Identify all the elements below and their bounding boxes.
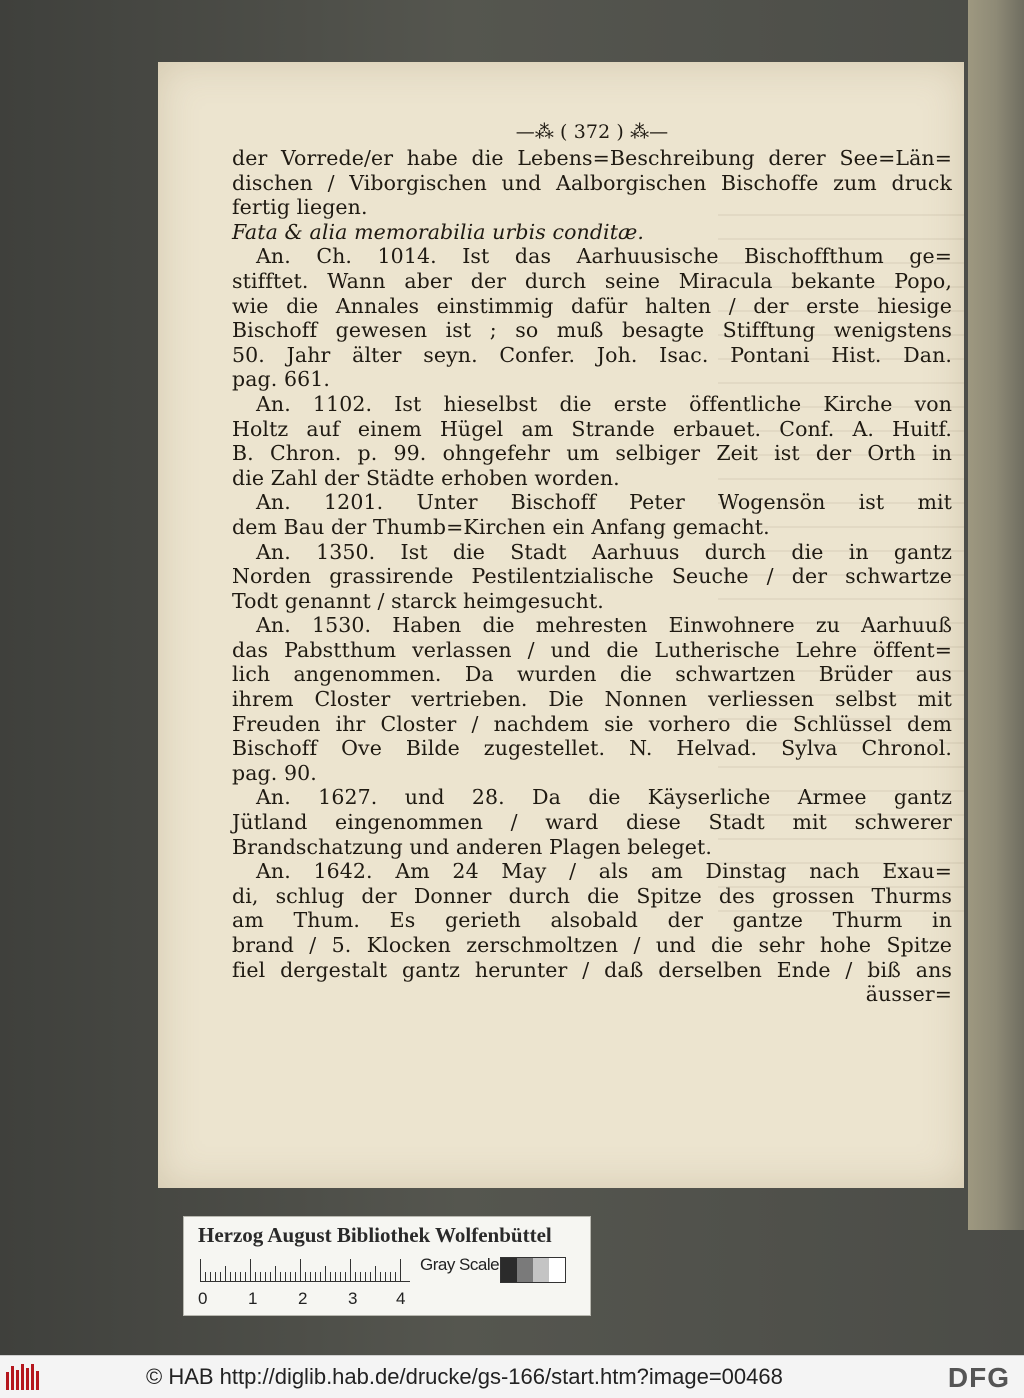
text-line: Norden grassirende Pestilentzialische Seuche / der schwartze (232, 564, 952, 589)
text-line: An. 1530. Haben die mehresten Einwohnere zu Aarhuuß (256, 613, 952, 638)
text-line: fiel dergestalt gantz herunter / daß derselben Ende / biß ans (232, 957, 952, 982)
library-name: Herzog August Bibliothek Wolfenbüttel (198, 1223, 552, 1247)
ruler-number: 4 (396, 1289, 406, 1308)
text-line: der Vorrede/er habe die Lebens=Beschreibung derer See=Län= (232, 146, 952, 170)
ruler-tick (400, 1259, 401, 1281)
text-line: fertig liegen. (232, 195, 368, 220)
gray-swatch (549, 1258, 565, 1282)
text-line: das Pabstthum verlassen / und die Lutherische Lehre öffent= (232, 637, 952, 662)
text-line: An. 1350. Ist die Stadt Aarhuus durch die in gantz (256, 539, 952, 564)
ruler-tick (310, 1272, 311, 1281)
text-line: An. 1201. Unter Bischoff Peter Wogensön ist mit (256, 490, 952, 515)
text-line: Freuden ihr Closter / nachdem sie vorhero die Schlüssel dem (232, 711, 952, 736)
text-line: An. 1642. Am 24 May / als am Dinstag nach Exau= (256, 859, 952, 884)
ruler-tick (260, 1272, 261, 1281)
text-line: ihrem Closter vertrieben. Die Nonnen verliessen selbst mit (232, 687, 952, 712)
text-line: brand / 5. Klocken zerschmoltzen / und die sehr hohe Spitze (232, 933, 952, 957)
ruler-tick (215, 1272, 216, 1281)
ruler-tick (205, 1272, 206, 1281)
ruler-tick (265, 1272, 266, 1281)
gray-scale-label: Gray Scale (420, 1255, 500, 1274)
ruler-tick (230, 1272, 231, 1281)
text-lines (232, 146, 952, 1007)
text-line: äusser= (865, 982, 952, 1007)
ruler-tick (330, 1272, 331, 1281)
ruler-number: 3 (348, 1289, 358, 1308)
ruler-tick (295, 1272, 296, 1281)
ruler-tick (275, 1266, 276, 1281)
ruler-tick (200, 1259, 201, 1281)
gray-swatch (533, 1258, 549, 1282)
ruler-tick (320, 1272, 321, 1281)
text-line: Jütland eingenommen / ward diese Stadt mit schwerer (232, 810, 952, 835)
text-line: Fata & alia memorabilia urbis conditæ. (232, 219, 645, 244)
ruler-tick (240, 1272, 241, 1281)
text-line: Bischoff Ove Bilde zugestellet. N. Helvad. Sylva Chronol. (232, 736, 952, 761)
text-line: di, schlug der Donner durch die Spitze des grossen Thurms (232, 883, 952, 908)
ruler-number: 0 (198, 1289, 208, 1308)
ruler-tick (235, 1272, 236, 1281)
ruler-tick (315, 1272, 316, 1281)
ruler-tick (395, 1272, 396, 1281)
text-line: dischen / Viborgischen und Aalborgischen Bischoffe zum druck (232, 170, 952, 195)
ruler-tick (385, 1272, 386, 1281)
ruler-tick (210, 1272, 211, 1281)
gray-swatch (517, 1258, 533, 1282)
text-line: Holtz auf einem Hügel am Strande erbauet. Conf. A. Huitf. (232, 416, 952, 441)
text-line: Bischoff gewesen ist ; so muß besagte Stifftung wenigstens (232, 318, 952, 343)
text-line: Brandschatzung und anderen Plagen beleget. (232, 834, 712, 859)
copyright-url[interactable]: © HAB http://diglib.hab.de/drucke/gs-166/start.htm?image=00468 (146, 1364, 783, 1389)
text-line: lich angenommen. Da wurden die schwartzen Brüder aus (232, 662, 952, 687)
footer-bar (0, 1355, 1024, 1398)
ruler-tick (255, 1272, 256, 1281)
hab-logo-icon (6, 1364, 40, 1390)
ruler-tick (375, 1266, 376, 1281)
text-line: dem Bau der Thumb=Kirchen ein Anfang gemacht. (232, 514, 770, 539)
ruler (200, 1259, 410, 1282)
page-text (232, 120, 952, 1007)
text-line: An. 1627. und 28. Da die Käyserliche Armee gantz (256, 785, 952, 810)
text-line: Todt genannt / starck heimgesucht. (232, 588, 604, 613)
ruler-tick (290, 1272, 291, 1281)
ruler-number: 2 (298, 1289, 308, 1308)
text-line: die Zahl der Städte erhoben worden. (232, 465, 620, 490)
ruler-tick (350, 1259, 351, 1281)
ruler-tick (340, 1272, 341, 1281)
text-line: An. Ch. 1014. Ist das Aarhuusische Bischoffthum ge= (256, 244, 952, 269)
ruler-tick (335, 1272, 336, 1281)
ruler-tick (355, 1272, 356, 1281)
text-line: An. 1102. Ist hieselbst die erste öffentliche Kirche von (256, 391, 952, 416)
text-line: 50. Jahr älter seyn. Confer. Joh. Isac. Pontani Hist. Dan. (232, 342, 952, 367)
ruler-tick (285, 1272, 286, 1281)
library-label (183, 1216, 591, 1316)
adjacent-page-edge (968, 0, 1024, 1230)
ruler-tick (225, 1266, 226, 1281)
gray-swatch (501, 1258, 517, 1282)
ruler-tick (280, 1272, 281, 1281)
ruler-tick (365, 1272, 366, 1281)
text-line: B. Chron. p. 99. ohngefehr um selbiger Zeit ist der Orth in (232, 441, 952, 466)
text-line: am Thum. Es gerieth alsobald der gantze Thurm in (232, 908, 952, 933)
text-line: pag. 90. (232, 760, 317, 785)
ruler-tick (250, 1259, 251, 1281)
ruler-tick (305, 1272, 306, 1281)
ruler-tick (220, 1272, 221, 1281)
dfg-logo: DFG (947, 1362, 1010, 1393)
text-line: wie die Annales einstimmig dafür halten / der erste hiesige (232, 293, 952, 318)
ruler-tick (270, 1272, 271, 1281)
ruler-tick (245, 1272, 246, 1281)
ruler-number: 1 (248, 1289, 258, 1308)
page-header: —‍⁂ ( 372 ) ⁂— (515, 121, 669, 143)
ruler-tick (300, 1259, 301, 1281)
text-line: stifftet. Wann aber der durch seine Miracula bekante Popo, (232, 268, 952, 293)
ruler-tick (380, 1272, 381, 1281)
ruler-tick (370, 1272, 371, 1281)
ruler-tick (325, 1266, 326, 1281)
ruler-tick (390, 1272, 391, 1281)
gray-scale-swatch (500, 1257, 566, 1283)
ruler-tick (360, 1272, 361, 1281)
ruler-tick (345, 1272, 346, 1281)
text-line: pag. 661. (232, 367, 331, 392)
